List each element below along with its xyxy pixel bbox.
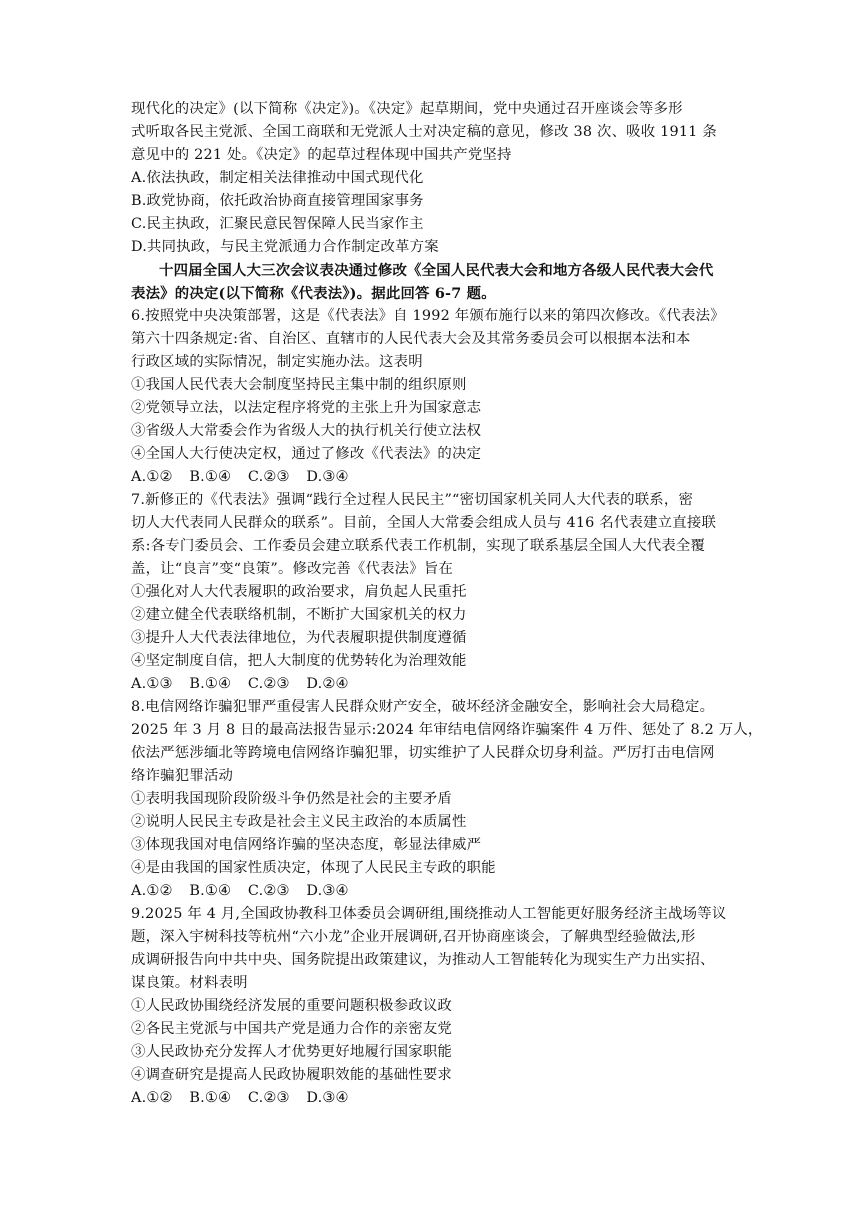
question-7 xyxy=(131,489,731,696)
question-9-line: 9.2025 年 4 月,全国政协教科卫体委员会调研组,围绕推动人工智能更好服务经济主战场等议 xyxy=(131,906,727,922)
question-7-statement-4: ④坚定制度自信，把人大制度的优势转化为治理效能 xyxy=(131,653,467,669)
question-9-line: 题，深入宇树科技等杭州“六小龙”企业开展调研,召开协商座谈会，了解典型经验做法,形 xyxy=(131,929,696,945)
question-6-line: 6.按照党中央决策部署，这是《代表法》自 1992 年颁布施行以来的第四次修改。《代表法》 xyxy=(131,308,725,324)
question-8-options xyxy=(131,880,731,903)
question-7-line: 7.新修正的《代表法》强调“践行全过程人民民主”“密切国家机关同人大代表的联系，密 xyxy=(131,492,694,508)
question-9-statement-4: ④调查研究是提高人民政协履职效能的基础性要求 xyxy=(131,1067,452,1083)
option-d: D.③④ xyxy=(306,883,349,899)
question-6-options xyxy=(131,466,731,489)
question-5 xyxy=(131,98,731,259)
question-6-statement-3: ③省级人大常委会作为省级人大的执行机关行使立法权 xyxy=(131,423,482,439)
question-8-line: 8.电信网络诈骗犯罪严重侵害人民群众财产安全，破坏经济金融安全，影响社会大局稳定。 xyxy=(131,699,715,715)
option-c: C.②③ xyxy=(247,883,290,899)
question-5-option-a: A.依法执政，制定相关法律推动中国式现代化 xyxy=(131,170,424,186)
question-7-statement-2: ②建立健全代表联络机制，不断扩大国家机关的权力 xyxy=(131,607,467,623)
question-9-statement-2: ②各民主党派与中国共产党是通力合作的亲密友党 xyxy=(131,1021,452,1037)
question-7-line: 系:各专门委员会、工作委员会建立联系代表工作机制，实现了联系基层全国人大代表全覆 xyxy=(131,538,706,554)
option-d: D.②④ xyxy=(306,676,349,692)
question-8-line: 络诈骗犯罪活动 xyxy=(131,768,234,784)
question-9-statement-1: ①人民政协围绕经济发展的重要问题积极参政议政 xyxy=(131,998,452,1014)
exam-page xyxy=(131,98,763,1110)
option-c: C.②③ xyxy=(247,469,290,485)
question-8 xyxy=(131,696,763,903)
question-7-line: 盖，让“良言”变“良策”。修改完善《代表法》旨在 xyxy=(131,561,454,577)
question-9-line: 成调研报告向中共中央、国务院提出政策建议，为推动人工智能转化为现实生产力出实招、 xyxy=(131,952,715,968)
question-6-statement-2: ②党领导立法，以法定程序将党的主张上升为国家意志 xyxy=(131,400,482,416)
question-8-statement-2: ②说明人民民主专政是社会主义民主政治的本质属性 xyxy=(131,814,467,830)
question-8-statement-4: ④是由我国的国家性质决定，体现了人民民主专政的职能 xyxy=(131,860,496,876)
question-5-line: 意见中的 221 处。《决定》的起草过程体现中国共产党坚持 xyxy=(131,147,512,163)
question-8-statement-3: ③体现我国对电信网络诈骗的坚决态度，彰显法律威严 xyxy=(131,837,482,853)
question-7-statement-3: ③提升人大代表法律地位，为代表履职提供制度遵循 xyxy=(131,630,467,646)
intro-line: 十四届全国人大三次会议表决通过修改《全国人民代表大会和地方各级人民代表大会代 xyxy=(159,262,714,279)
question-8-statement-1: ①表明我国现阶段阶级斗争仍然是社会的主要矛盾 xyxy=(131,791,452,807)
option-b: B.①④ xyxy=(189,469,232,485)
question-9 xyxy=(131,903,731,1110)
question-6-statement-1: ①我国人民代表大会制度坚持民主集中制的组织原则 xyxy=(131,377,467,393)
option-a: A.①② xyxy=(131,1090,173,1106)
question-9-line: 谋良策。材料表明 xyxy=(131,975,248,991)
question-9-options xyxy=(131,1087,731,1110)
question-5-line: 现代化的决定》(以下简称《决定》)。《决定》起草期间，党中央通过召开座谈会等多形 xyxy=(131,101,683,117)
question-6 xyxy=(131,305,731,489)
option-a: A.①② xyxy=(131,883,173,899)
intro-line: 表法》的决定(以下简称《代表法》)。据此回答 6-7 题。 xyxy=(131,285,496,302)
question-6-statement-4: ④全国人大行使决定权，通过了修改《代表法》的决定 xyxy=(131,446,482,462)
question-9-statement-3: ③人民政协充分发挥人才优势更好地履行国家职能 xyxy=(131,1044,452,1060)
option-c: C.②③ xyxy=(247,1090,290,1106)
question-8-line: 依法严惩涉缅北等跨境电信网络诈骗犯罪，切实维护了人民群众切身利益。严厉打击电信网 xyxy=(131,745,715,761)
option-c: C.②③ xyxy=(247,676,290,692)
question-5-option-b: B.政党协商，依托政治协商直接管理国家事务 xyxy=(131,193,424,209)
question-8-line: 2025 年 3 月 8 日的最高法报告显示:2024 年审结电信网络诈骗案件 4 万件、惩处了 8.2 万人， xyxy=(131,722,763,738)
question-5-option-d: D.共同执政，与民主党派通力合作制定改革方案 xyxy=(131,239,439,255)
material-intro-6-7 xyxy=(131,259,731,305)
option-b: B.①④ xyxy=(189,883,232,899)
question-6-line: 第六十四条规定:省、自治区、直辖市的人民代表大会及其常务委员会可以根据本法和本 xyxy=(131,331,691,347)
option-a: A.①③ xyxy=(131,676,173,692)
question-7-statement-1: ①强化对人大代表履职的政治要求，肩负起人民重托 xyxy=(131,584,467,600)
question-7-options xyxy=(131,673,731,696)
option-b: B.①④ xyxy=(189,1090,232,1106)
option-a: A.①② xyxy=(131,469,173,485)
option-b: B.①④ xyxy=(189,676,232,692)
question-6-line: 行政区域的实际情况，制定实施办法。这表明 xyxy=(131,354,423,370)
question-5-option-c: C.民主执政，汇聚民意民智保障人民当家作主 xyxy=(131,216,424,232)
question-5-line: 式听取各民主党派、全国工商联和无党派人士对决定稿的意见，修改 38 次、吸收 1911 条 xyxy=(131,124,717,140)
option-d: D.③④ xyxy=(306,1090,349,1106)
option-d: D.③④ xyxy=(306,469,349,485)
question-7-line: 切人大代表同人民群众的联系”。目前，全国人大常委会组成人员与 416 名代表建立直接联 xyxy=(131,515,717,531)
